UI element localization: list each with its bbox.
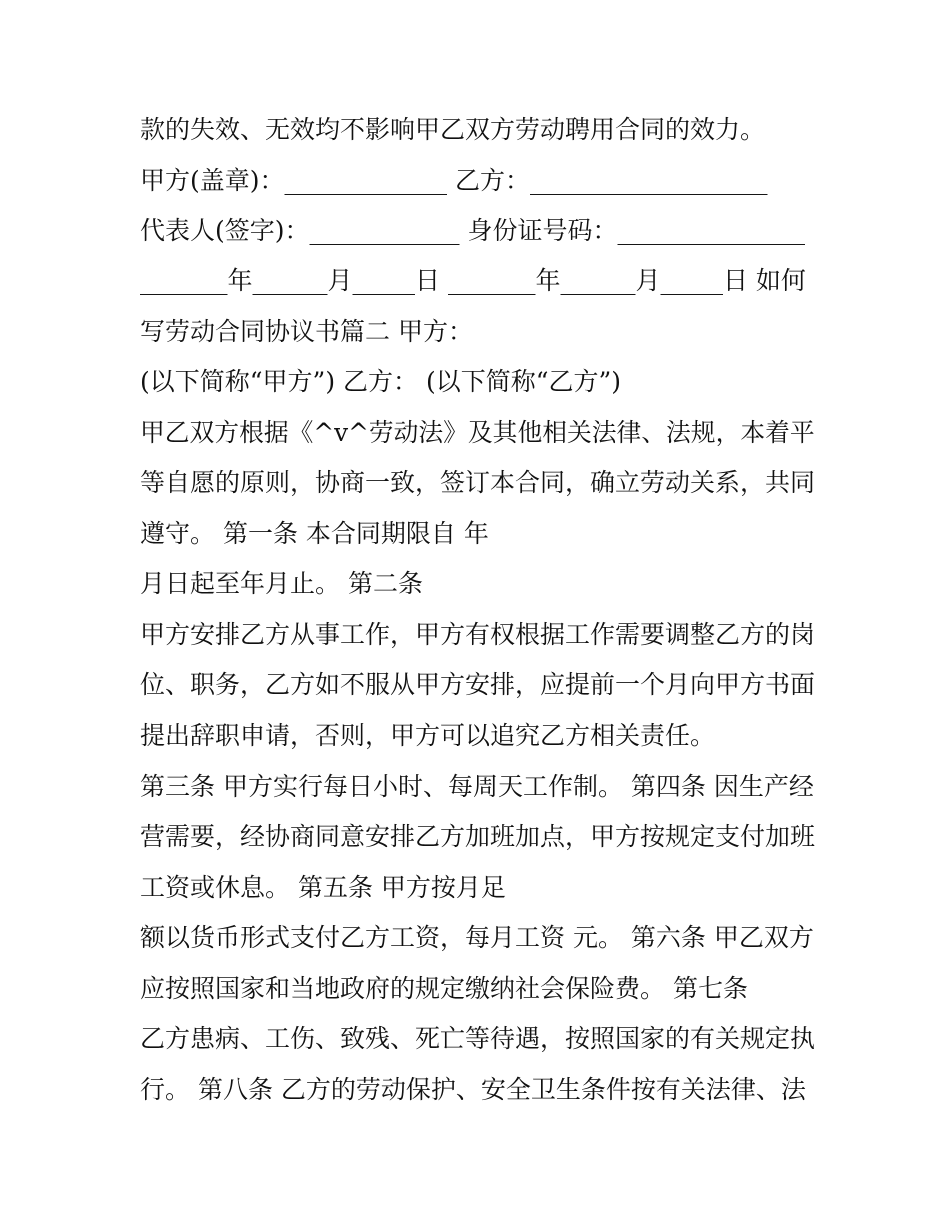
text-line: 款的失效、无效均不影响甲乙双方劳动聘用合同的效力。 bbox=[140, 115, 766, 144]
text-line: 位、职务，乙方如不服从甲方安排，应提前一个月向甲方书面 bbox=[140, 670, 816, 699]
text-line: 甲方安排乙方从事工作，甲方有权根据工作需要调整乙方的岗 bbox=[140, 620, 816, 649]
text-line: 提出辞职申请，否则，甲方可以追究乙方相关责任。 bbox=[140, 721, 716, 750]
text-line: 月日起至年月止。 第二条 bbox=[140, 569, 423, 598]
text-line: 额以货币形式支付乙方工资，每月工资 元。 第六条 甲乙双方 bbox=[140, 923, 814, 952]
section-heading: 写劳动合同协议书篇二 甲方： bbox=[140, 317, 473, 346]
text-line: 等自愿的原则，协商一致，签订本合同，确立劳动关系，共同 bbox=[140, 468, 816, 497]
text-line: 行。 第八条 乙方的劳动保护、安全卫生条件按有关法律、法 bbox=[140, 1075, 806, 1104]
text-line: (以下简称“甲方”) 乙方： (以下简称“乙方”) bbox=[140, 367, 622, 396]
text-line: 遵守。 第一条 本合同期限自 年 bbox=[140, 519, 489, 548]
text-line: 应按照国家和当地政府的规定缴纳社会保险费。 第七条 bbox=[140, 974, 748, 1003]
text-line: 营需要，经协商同意安排乙方加班加点，甲方按规定支付加班 bbox=[140, 822, 816, 851]
date-line: _______年______月_____日 _______年______月_____日 如何 bbox=[140, 266, 806, 295]
signature-line-party-a-b: 甲方(盖章)：_____________ 乙方：___________________ bbox=[140, 166, 768, 195]
text-line: 第三条 甲方实行每日小时、每周天工作制。 第四条 因生产经 bbox=[140, 772, 814, 801]
text-line: 乙方患病、工伤、致残、死亡等待遇，按照国家的有关规定执 bbox=[140, 1024, 816, 1053]
text-line: 工资或休息。 第五条 甲方按月足 bbox=[140, 873, 506, 902]
signature-line-representative-id: 代表人(签字)：____________ 身份证号码：_______________ bbox=[140, 216, 805, 245]
text-line: 甲乙双方根据《^v^劳动法》及其他相关法律、法规，本着平 bbox=[140, 418, 815, 447]
